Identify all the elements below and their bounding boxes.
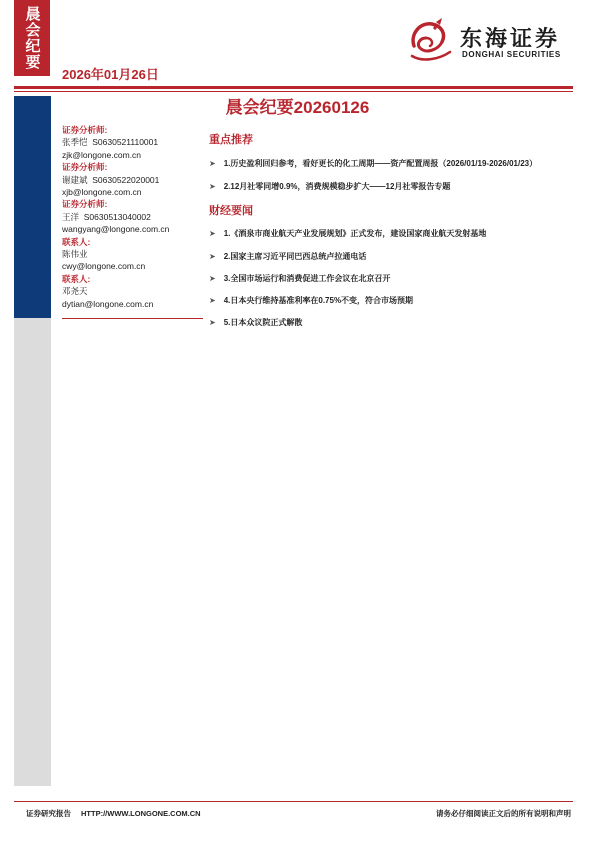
- list-item-text: 2.12月社零同增0.9%，消费规模稳步扩大——12月社零报告专题: [223, 182, 451, 191]
- contact-entry: [62, 236, 207, 273]
- arrow-bullet-icon: ➤: [209, 296, 216, 305]
- analyst-entry: [62, 161, 207, 198]
- list-item-text: 1.《酒泉市商业航天产业发展规划》正式发布，建设国家商业航天发射基地: [223, 229, 487, 238]
- section-heading-key-recommendations: 重点推荐: [209, 134, 253, 146]
- list-item[interactable]: [209, 181, 450, 192]
- analyst-divider: [62, 318, 203, 319]
- arrow-bullet-icon: ➤: [209, 229, 216, 238]
- footer-left: [26, 808, 201, 819]
- analyst-list: [62, 124, 207, 310]
- list-item[interactable]: [209, 273, 390, 284]
- list-item[interactable]: [209, 251, 366, 262]
- list-item-text: 5.日本众议院正式解散: [223, 318, 303, 327]
- list-item-text: 1.历史盈利回归参考，看好更长的化工周期——资产配置周报（2026/01/19-2026/01/23）: [223, 159, 538, 168]
- section-heading-financial-news: 财经要闻: [209, 205, 253, 217]
- contact-email[interactable]: dytian@longone.com.cn: [62, 298, 154, 309]
- analyst-name: 王洋: [62, 211, 80, 222]
- contact-email[interactable]: cwy@longone.com.cn: [62, 261, 146, 272]
- analyst-name: 张季恺: [62, 137, 88, 148]
- contact-entry: [62, 273, 207, 310]
- sidebar-grey-bar: [14, 318, 51, 786]
- arrow-bullet-icon: ➤: [209, 274, 216, 283]
- contact-name: 陈伟业: [62, 249, 88, 260]
- arrow-bullet-icon: ➤: [209, 159, 216, 168]
- list-item[interactable]: [209, 317, 302, 328]
- analyst-email[interactable]: wangyang@longone.com.cn: [62, 224, 170, 235]
- footer-report-type: 证券研究报告: [26, 809, 71, 818]
- arrow-bullet-icon: ➤: [209, 182, 216, 191]
- analyst-email[interactable]: zjk@longone.com.cn: [62, 149, 142, 160]
- analyst-entry: [62, 198, 207, 235]
- arrow-bullet-icon: ➤: [209, 252, 216, 261]
- contact-label: 联系人:: [62, 236, 91, 247]
- logo-english-name: DONGHAI SECURITIES: [462, 50, 561, 59]
- analyst-id: S0630522020001: [92, 174, 160, 185]
- sidebar-blue-bar: [14, 96, 51, 318]
- logo-chinese-name: 东海证券: [460, 26, 561, 51]
- page-title: 晨会纪要20260126: [225, 98, 370, 117]
- contact-name: 邓尧天: [62, 286, 88, 297]
- top-rule-thin: [14, 91, 573, 92]
- list-item-text: 2.国家主席习近平同巴西总统卢拉通电话: [223, 252, 367, 261]
- list-item[interactable]: [209, 295, 413, 306]
- footer-rule: [14, 801, 573, 802]
- dragon-logo-icon: [406, 16, 456, 62]
- analyst-entry: [62, 124, 207, 161]
- analyst-label: 证券分析师:: [62, 199, 108, 210]
- report-date: 2026年01月26日: [62, 67, 159, 82]
- top-rule: [14, 86, 573, 89]
- analyst-id: S0630513040002: [83, 211, 151, 222]
- list-item-text: 4.日本央行维持基准利率在0.75%不变，符合市场预期: [223, 296, 414, 305]
- side-tab: 晨会纪要: [14, 0, 50, 76]
- footer-disclaimer: 请务必仔细阅读正文后的所有说明和声明: [436, 809, 571, 818]
- analyst-label: 证券分析师:: [62, 162, 108, 173]
- analyst-name: 谢建斌: [62, 174, 88, 185]
- list-item[interactable]: [209, 158, 537, 169]
- list-item-text: 3.全国市场运行和消费促进工作会议在北京召开: [223, 274, 391, 283]
- contact-label: 联系人:: [62, 273, 91, 284]
- footer-website-link[interactable]: HTTP://WWW.LONGONE.COM.CN: [81, 809, 201, 818]
- arrow-bullet-icon: ➤: [209, 318, 216, 327]
- analyst-id: S0630521110001: [92, 137, 159, 148]
- analyst-email[interactable]: xjb@longone.com.cn: [62, 187, 142, 198]
- list-item[interactable]: [209, 228, 486, 239]
- analyst-label: 证券分析师:: [62, 125, 108, 135]
- company-logo: [406, 14, 581, 64]
